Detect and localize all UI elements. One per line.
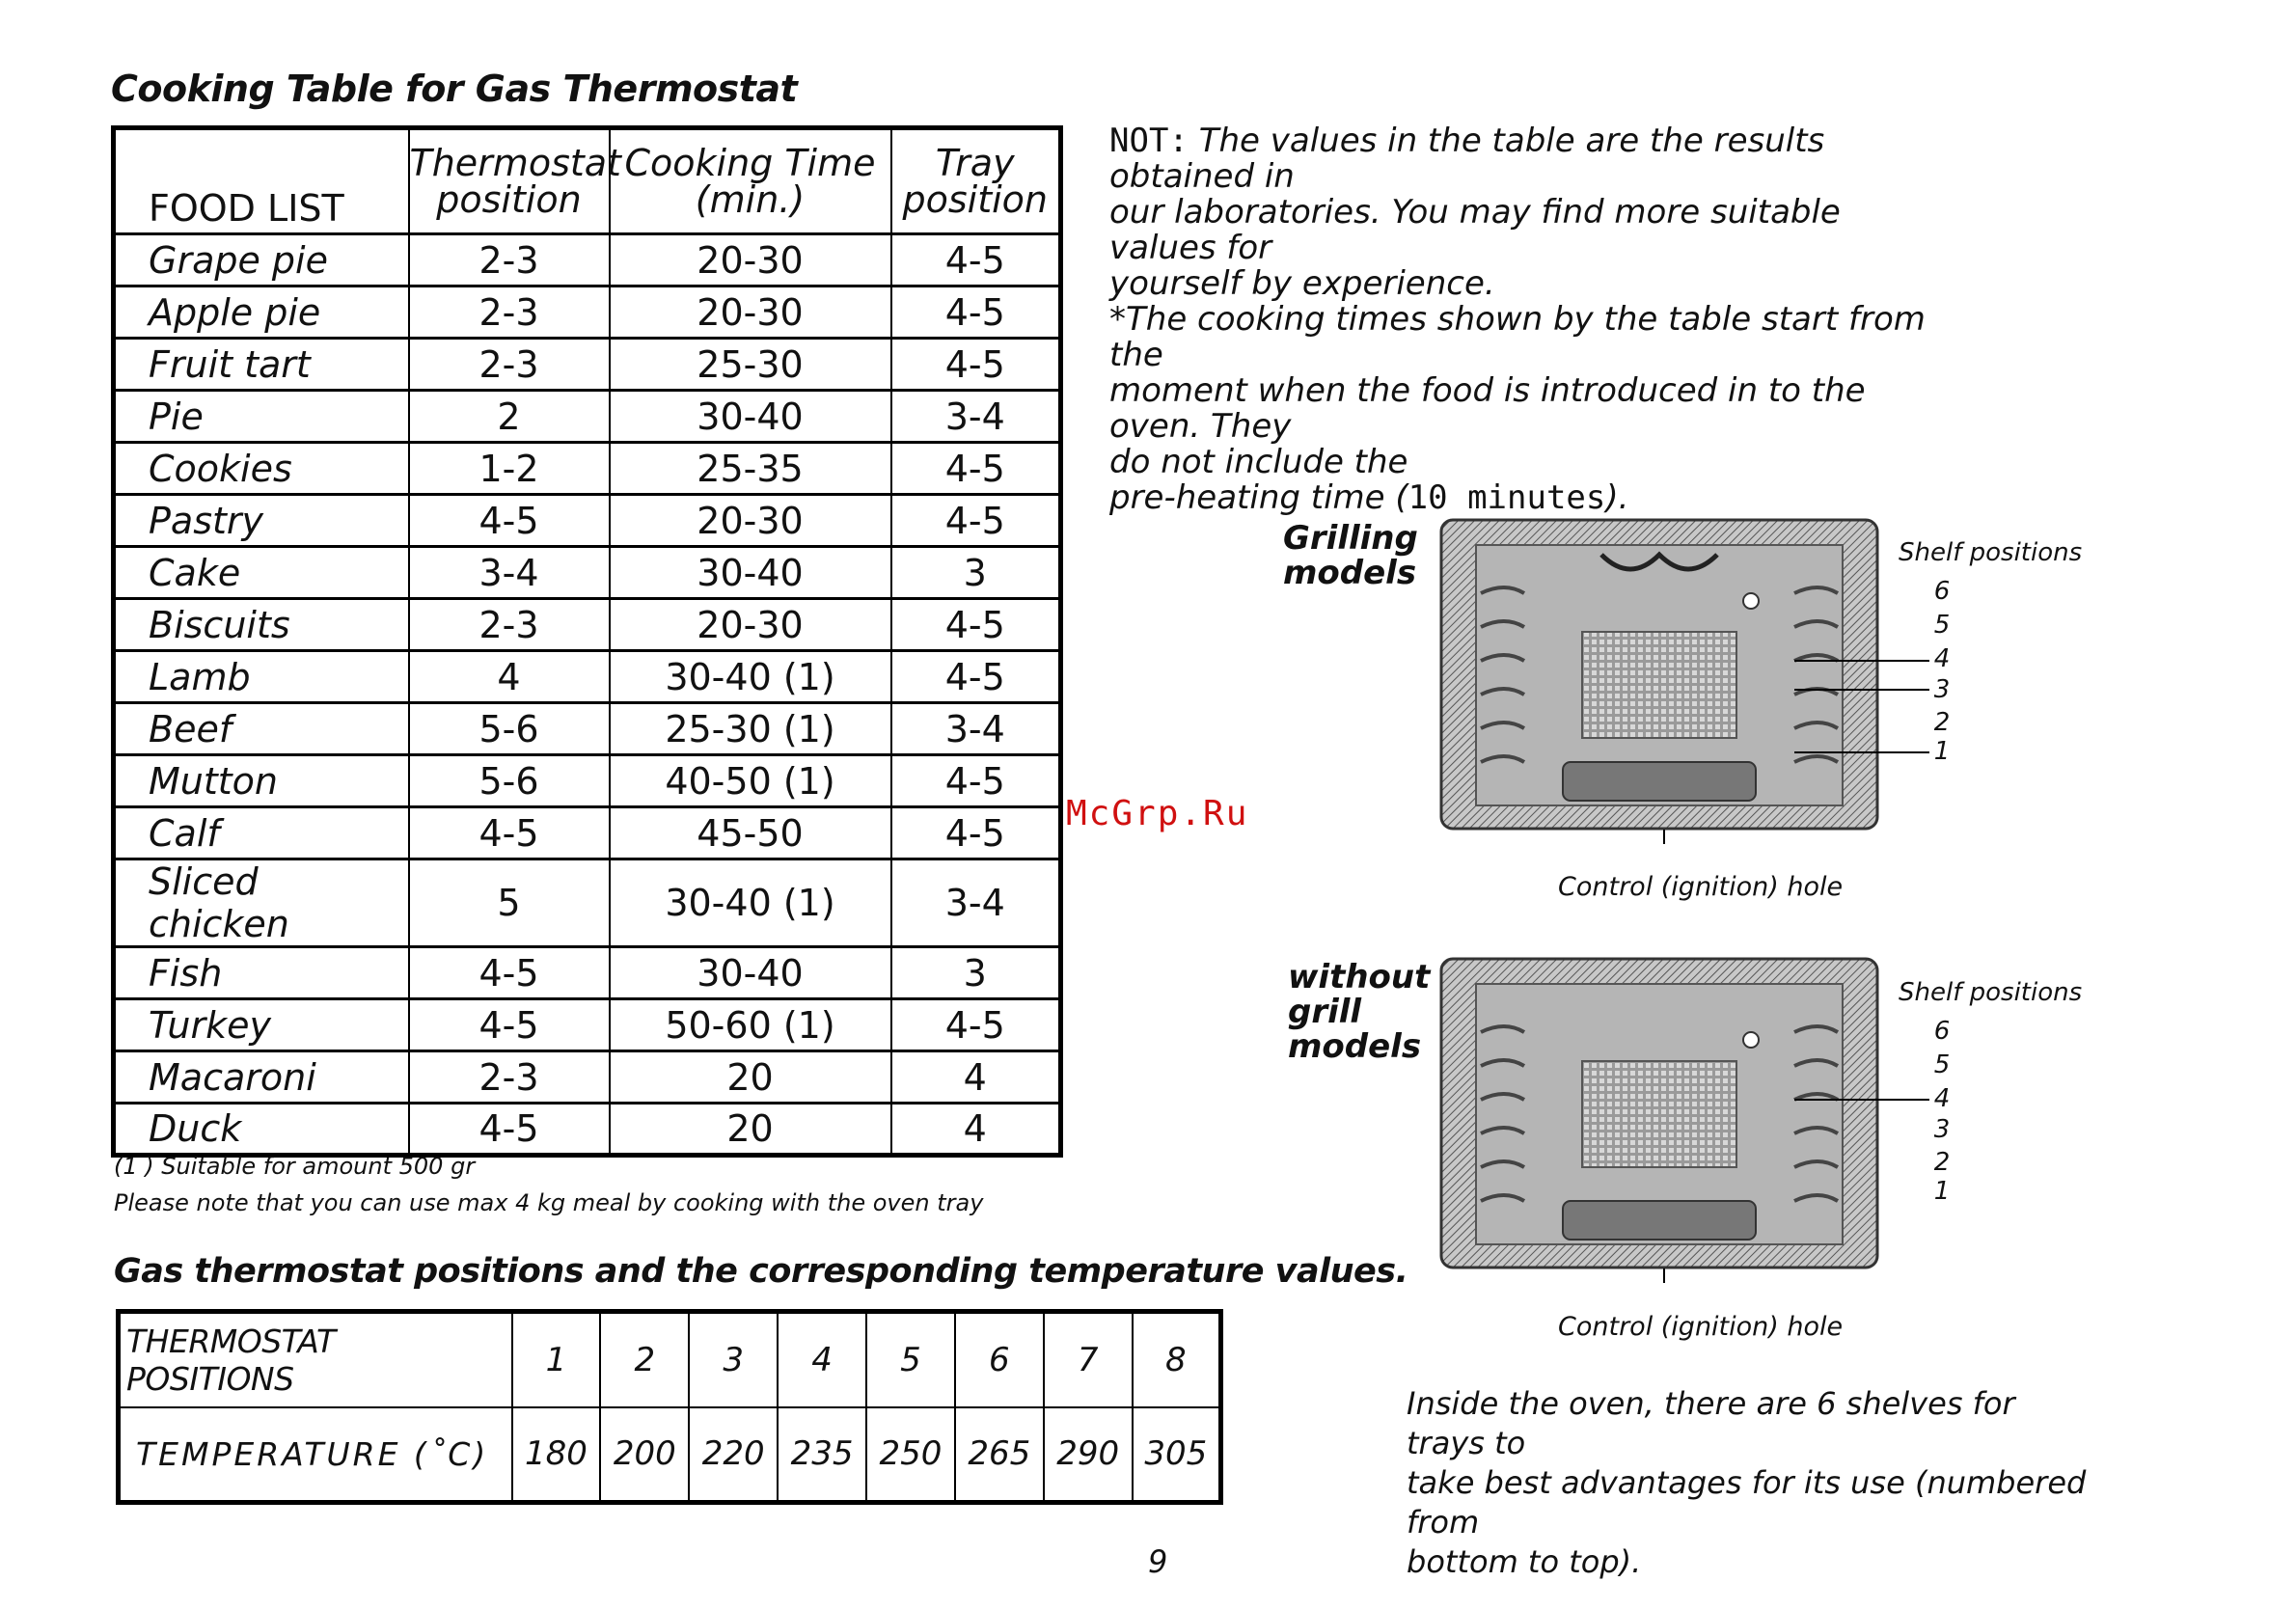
table-header-row <box>114 128 1061 234</box>
time-cell: 20-30 <box>610 495 891 547</box>
nogrill-shelf-4: 4 <box>1933 1084 1951 1113</box>
note-line-7c: ). <box>1605 478 1629 517</box>
oven-back-fan <box>1582 632 1736 738</box>
table-row <box>114 807 1061 859</box>
note-line-6: do not include the <box>1109 443 1408 481</box>
grill-control-hole-label: Control (ignition) hole <box>1558 872 1844 902</box>
food-cell: Biscuits <box>114 599 409 651</box>
note-line-4: *The cooking times shown by the table start from the <box>1109 300 1926 374</box>
nogrill-shelf-leader-lines <box>1794 1085 1939 1124</box>
nogrill-shelf-1: 1 <box>1933 1177 1951 1206</box>
nogrill-shelf-5: 5 <box>1933 1050 1951 1079</box>
tray-cell: 4-5 <box>891 495 1061 547</box>
oven-burner <box>1563 762 1756 801</box>
grilling-label-line-1: Grilling <box>1283 519 1418 558</box>
note-block <box>1109 123 1939 516</box>
food-cell: Apple pie <box>114 286 409 339</box>
time-cell: 25-30 <box>610 339 891 391</box>
shelves-line-1: Inside the oven, there are 6 shelves for trays to <box>1407 1385 2015 1461</box>
tray-cell: 3-4 <box>891 703 1061 755</box>
thermostat-position-cell: 5 <box>866 1312 955 1407</box>
thermostat-cell: 3-4 <box>409 547 610 599</box>
note-line-7a: pre-heating time ( <box>1109 478 1408 517</box>
grill-shelf-1: 1 <box>1933 737 1951 766</box>
temperature-cell: 235 <box>778 1407 866 1503</box>
time-cell: 30-40 <box>610 391 891 443</box>
tray-cell: 4-5 <box>891 443 1061 495</box>
header-tray-position: Tray position <box>891 128 1061 234</box>
grill-shelf-4: 4 <box>1933 644 1951 673</box>
thermostat-cell: 5-6 <box>409 703 610 755</box>
grill-shelf-title: Shelf positions <box>1899 538 2083 567</box>
food-cell: Turkey <box>114 999 409 1051</box>
thermostat-cell: 2-3 <box>409 339 610 391</box>
oven-back-fan <box>1582 1061 1736 1167</box>
tray-cell: 4-5 <box>891 755 1061 807</box>
thermostat-cell: 2-3 <box>409 1051 610 1104</box>
cooking-table-title: Cooking Table for Gas Thermostat <box>111 68 798 110</box>
temp-table-title: Gas thermostat positions and the corresponding temperature values. <box>114 1252 1408 1291</box>
note-line-3: yourself by experience. <box>1109 264 1495 303</box>
grilling-models-label <box>1283 521 1418 590</box>
time-cell: 30-40 (1) <box>610 651 891 703</box>
food-cell: Duck <box>114 1104 409 1156</box>
thermostat-cell: 5 <box>409 859 610 947</box>
nogrill-shelf-6: 6 <box>1933 1017 1951 1046</box>
table-row <box>114 703 1061 755</box>
oven-burner <box>1563 1201 1756 1240</box>
thermostat-cell: 2 <box>409 391 610 443</box>
shelves-line-3: bottom to top). <box>1407 1543 1642 1580</box>
time-cell: 20-30 <box>610 599 891 651</box>
footnote-2: Please note that you can use max 4 kg meal by cooking with the oven tray <box>114 1189 984 1216</box>
table-row <box>114 999 1061 1051</box>
without-grill-models-label <box>1288 960 1430 1064</box>
tray-cell: 4-5 <box>891 999 1061 1051</box>
time-cell: 40-50 (1) <box>610 755 891 807</box>
food-cell: Calf <box>114 807 409 859</box>
footnote-1: (1 ) Suitable for amount 500 gr <box>114 1153 476 1180</box>
table-row <box>114 495 1061 547</box>
thermostat-cell: 5-6 <box>409 755 610 807</box>
thermostat-cell: 4-5 <box>409 999 610 1051</box>
table-row <box>114 443 1061 495</box>
food-cell: Pie <box>114 391 409 443</box>
time-cell: 50-60 (1) <box>610 999 891 1051</box>
time-cell: 30-40 <box>610 547 891 599</box>
temperature-cell: 305 <box>1133 1407 1221 1503</box>
thermostat-cell: 2-3 <box>409 599 610 651</box>
grill-shelf-3: 3 <box>1933 675 1951 704</box>
thermostat-positions-row <box>119 1312 1221 1407</box>
table-row <box>114 651 1061 703</box>
time-cell: 45-50 <box>610 807 891 859</box>
note-line-2: our laboratories. You may find more suitable values for <box>1109 193 1841 267</box>
food-cell: Grape pie <box>114 234 409 286</box>
thermostat-cell: 4-5 <box>409 495 610 547</box>
food-cell: Macaroni <box>114 1051 409 1104</box>
note-prefix: NOT: <box>1109 122 1189 160</box>
shelves-description <box>1407 1384 2101 1582</box>
oven-lamp <box>1743 593 1759 609</box>
thermostat-cell: 4-5 <box>409 1104 610 1156</box>
time-cell: 20-30 <box>610 234 891 286</box>
tray-cell: 3 <box>891 947 1061 999</box>
thermostat-cell: 4-5 <box>409 947 610 999</box>
temperature-table <box>116 1309 1223 1505</box>
temperature-cell: 220 <box>689 1407 778 1503</box>
tray-cell: 4-5 <box>891 599 1061 651</box>
food-cell: Fruit tart <box>114 339 409 391</box>
grill-shelf-2: 2 <box>1933 708 1951 737</box>
temperature-label: TEMPERATURE (˚C) <box>119 1407 512 1503</box>
cooking-table <box>111 125 1063 1158</box>
table-row <box>114 391 1061 443</box>
note-line-1: The values in the table are the results obtained in <box>1109 122 1825 196</box>
tray-cell: 4 <box>891 1051 1061 1104</box>
tray-cell: 4-5 <box>891 286 1061 339</box>
thermostat-position-cell: 8 <box>1133 1312 1221 1407</box>
tray-cell: 4-5 <box>891 339 1061 391</box>
time-cell: 20 <box>610 1051 891 1104</box>
thermostat-positions-label: THERMOSTAT POSITIONS <box>119 1312 512 1407</box>
thermostat-position-cell: 6 <box>955 1312 1044 1407</box>
food-cell: Lamb <box>114 651 409 703</box>
note-line-7b: 10 minutes <box>1408 478 1606 517</box>
thermostat-cell: 4 <box>409 651 610 703</box>
time-cell: 30-40 <box>610 947 891 999</box>
table-row <box>114 755 1061 807</box>
nogrill-shelf-title: Shelf positions <box>1899 978 2083 1007</box>
oven-lamp <box>1743 1032 1759 1048</box>
shelves-line-2: take best advantages for its use (numbered from <box>1407 1464 2087 1541</box>
header-cooking-time: Cooking Time (min.) <box>610 128 891 234</box>
nogrill-shelf-2: 2 <box>1933 1148 1951 1177</box>
time-cell: 25-30 (1) <box>610 703 891 755</box>
grill-shelf-5: 5 <box>1933 611 1951 640</box>
food-cell: Mutton <box>114 755 409 807</box>
food-cell: Cake <box>114 547 409 599</box>
thermostat-cell: 4-5 <box>409 807 610 859</box>
table-row <box>114 547 1061 599</box>
thermostat-position-cell: 4 <box>778 1312 866 1407</box>
grill-shelf-6: 6 <box>1933 577 1951 606</box>
nogrill-control-hole-label: Control (ignition) hole <box>1558 1312 1844 1342</box>
nogrill-label-line-2: grill <box>1288 993 1362 1031</box>
thermostat-cell: 1-2 <box>409 443 610 495</box>
nogrill-label-line-1: without <box>1288 958 1431 996</box>
cooking-table-body <box>114 234 1061 1156</box>
time-cell: 20 <box>610 1104 891 1156</box>
food-cell: Fish <box>114 947 409 999</box>
tray-cell: 3 <box>891 547 1061 599</box>
tray-cell: 3-4 <box>891 391 1061 443</box>
thermostat-position-cell: 1 <box>512 1312 601 1407</box>
note-line-5: moment when the food is introduced in to the oven. They <box>1109 371 1866 446</box>
nogrill-label-line-3: models <box>1288 1027 1422 1066</box>
time-cell: 30-40 (1) <box>610 859 891 947</box>
tray-cell: 4-5 <box>891 234 1061 286</box>
table-row <box>114 859 1061 947</box>
table-row <box>114 286 1061 339</box>
header-thermostat-position: Thermostat position <box>409 128 610 234</box>
temperature-row <box>119 1407 1221 1503</box>
grilling-label-line-2: models <box>1283 554 1417 592</box>
thermostat-cell: 2-3 <box>409 234 610 286</box>
thermostat-position-cell: 2 <box>600 1312 689 1407</box>
food-cell: Sliced chicken <box>114 859 409 947</box>
time-cell: 20-30 <box>610 286 891 339</box>
temperature-cell: 290 <box>1044 1407 1133 1503</box>
table-row <box>114 599 1061 651</box>
thermostat-position-cell: 7 <box>1044 1312 1133 1407</box>
tray-cell: 4-5 <box>891 651 1061 703</box>
time-cell: 25-35 <box>610 443 891 495</box>
tray-cell: 4 <box>891 1104 1061 1156</box>
table-row <box>114 339 1061 391</box>
temperature-cell: 180 <box>512 1407 601 1503</box>
temperature-cell: 200 <box>600 1407 689 1503</box>
grill-shelf-leader-lines <box>1794 646 1939 762</box>
food-cell: Cookies <box>114 443 409 495</box>
nogrill-shelf-3: 3 <box>1933 1115 1951 1144</box>
thermostat-position-cell: 3 <box>689 1312 778 1407</box>
thermostat-cell: 2-3 <box>409 286 610 339</box>
temperature-cell: 265 <box>955 1407 1044 1503</box>
page-number: 9 <box>1148 1543 1168 1580</box>
header-food-list: FOOD LIST <box>114 128 409 234</box>
table-row <box>114 947 1061 999</box>
table-row <box>114 1051 1061 1104</box>
watermark: McGrp.Ru <box>1066 794 1249 833</box>
tray-cell: 4-5 <box>891 807 1061 859</box>
food-cell: Pastry <box>114 495 409 547</box>
food-cell: Beef <box>114 703 409 755</box>
temperature-cell: 250 <box>866 1407 955 1503</box>
table-row <box>114 234 1061 286</box>
tray-cell: 3-4 <box>891 859 1061 947</box>
